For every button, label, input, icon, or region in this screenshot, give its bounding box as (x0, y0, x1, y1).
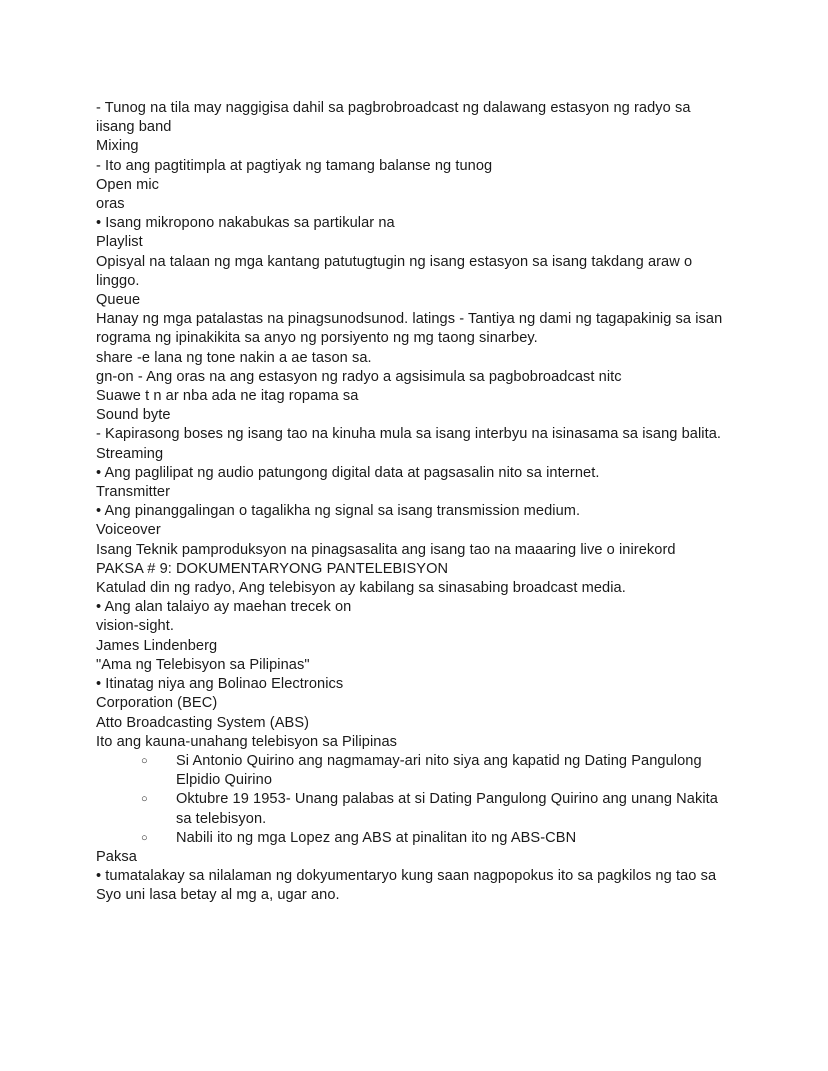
text-line: vision-sight. (96, 618, 175, 635)
text-line: Ito ang kauna-unahang telebisyon sa Pilipinas (96, 733, 398, 750)
list-item-text: Oktubre 19 1953- Unang palabas at si Dating Pangulong Quirino ang unang Nakita sa telebisyon. (176, 791, 718, 827)
text-line: Open mic (96, 176, 160, 193)
text-line: Voiceover (96, 522, 161, 539)
text-line: • Itinatag niya ang Bolinao Electronics (96, 676, 344, 693)
text-line: Queue (96, 292, 141, 309)
list-item (96, 790, 732, 828)
text-line: PAKSA # 9: DOKUMENTARYONG PANTELEBISYON (96, 560, 449, 577)
list-item-text: Si Antonio Quirino ang nagmamay-ari nito siya ang kapatid ng Dating Pangulong Elpidio Quirino (176, 752, 702, 789)
document-text-body (96, 99, 732, 906)
circle-bullet-icon: ○ (141, 793, 148, 806)
text-line: Hanay ng mga patalastas na pinagsunodsunod. latings - Tantiya ng dami ng tagapakinig sa isan rograma ng ipinakikita sa anyo ng porsiyento ng mg taong sinarbey. (96, 311, 723, 347)
text-line: Streaming (96, 445, 164, 462)
sub-bullet-list (96, 752, 732, 848)
text-line: gn-on - Ang oras na ang estasyon ng radyo a agsisimula sa pagbobroadcast nitc (96, 368, 622, 385)
text-line: • tumatalakay sa nilalaman ng dokyumentaryo kung saan nagpopokus ito sa pagkilos ng tao sa (96, 868, 717, 885)
text-line: Katulad din ng radyo, Ang telebisyon ay kabilang sa sinasabing broadcast media. (96, 580, 626, 597)
text-line: share -e lana ng tone nakin a ae tason sa. (96, 349, 372, 366)
text-line: Isang Teknik pamproduksyon na pinagsasalita ang isang tao na maaaring live o inirekord (96, 541, 676, 558)
text-line: Opisyal na talaan ng mga kantang patutugtugin ng isang estasyon sa isang takdang araw o linggo. (96, 253, 693, 289)
text-line: - Ito ang pagtitimpla at pagtiyak ng tamang balanse ng tunog (96, 157, 493, 174)
circle-bullet-icon: ○ (141, 831, 148, 844)
text-line: • Ang alan talaiyo ay maehan trecek on (96, 599, 352, 616)
list-item (96, 752, 732, 790)
text-line: • Isang mikropono nakabukas sa partikular na (96, 215, 395, 232)
text-line: Playlist (96, 234, 143, 251)
list-item-text: Nabili ito ng mga Lopez ang ABS at pinalitan ito ng ABS-CBN (176, 829, 577, 846)
text-line: - Tunog na tila may naggigisa dahil sa pagbrobroadcast ng dalawang estasyon ng radyo sa iisang band (96, 100, 691, 136)
text-line: Syo uni lasa betay al mg a, ugar ano. (96, 887, 340, 904)
text-line: Corporation (BEC) (96, 695, 218, 712)
text-line: Transmitter (96, 484, 171, 501)
text-line: "Ama ng Telebisyon sa Pilipinas" (96, 656, 310, 673)
text-line: - Kapirasong boses ng isang tao na kinuha mula sa isang interbyu na isinasama sa isang balita. (96, 426, 722, 443)
circle-bullet-icon: ○ (141, 754, 148, 767)
text-line: Paksa (96, 848, 137, 865)
text-line: Atto Broadcasting System (ABS) (96, 714, 310, 731)
text-line: • Ang paglilipat ng audio patungong digital data at pagsasalin nito sa internet. (96, 464, 600, 481)
text-line: Sound byte (96, 407, 171, 424)
text-line: Suawe t n ar nba ada ne itag ropama sa (96, 388, 359, 405)
text-line: James Lindenberg (96, 637, 218, 654)
list-item (96, 829, 732, 848)
text-line: • Ang pinanggalingan o tagalikha ng signal sa isang transmission medium. (96, 503, 581, 520)
text-line: Mixing (96, 138, 139, 155)
text-line: oras (96, 196, 125, 213)
